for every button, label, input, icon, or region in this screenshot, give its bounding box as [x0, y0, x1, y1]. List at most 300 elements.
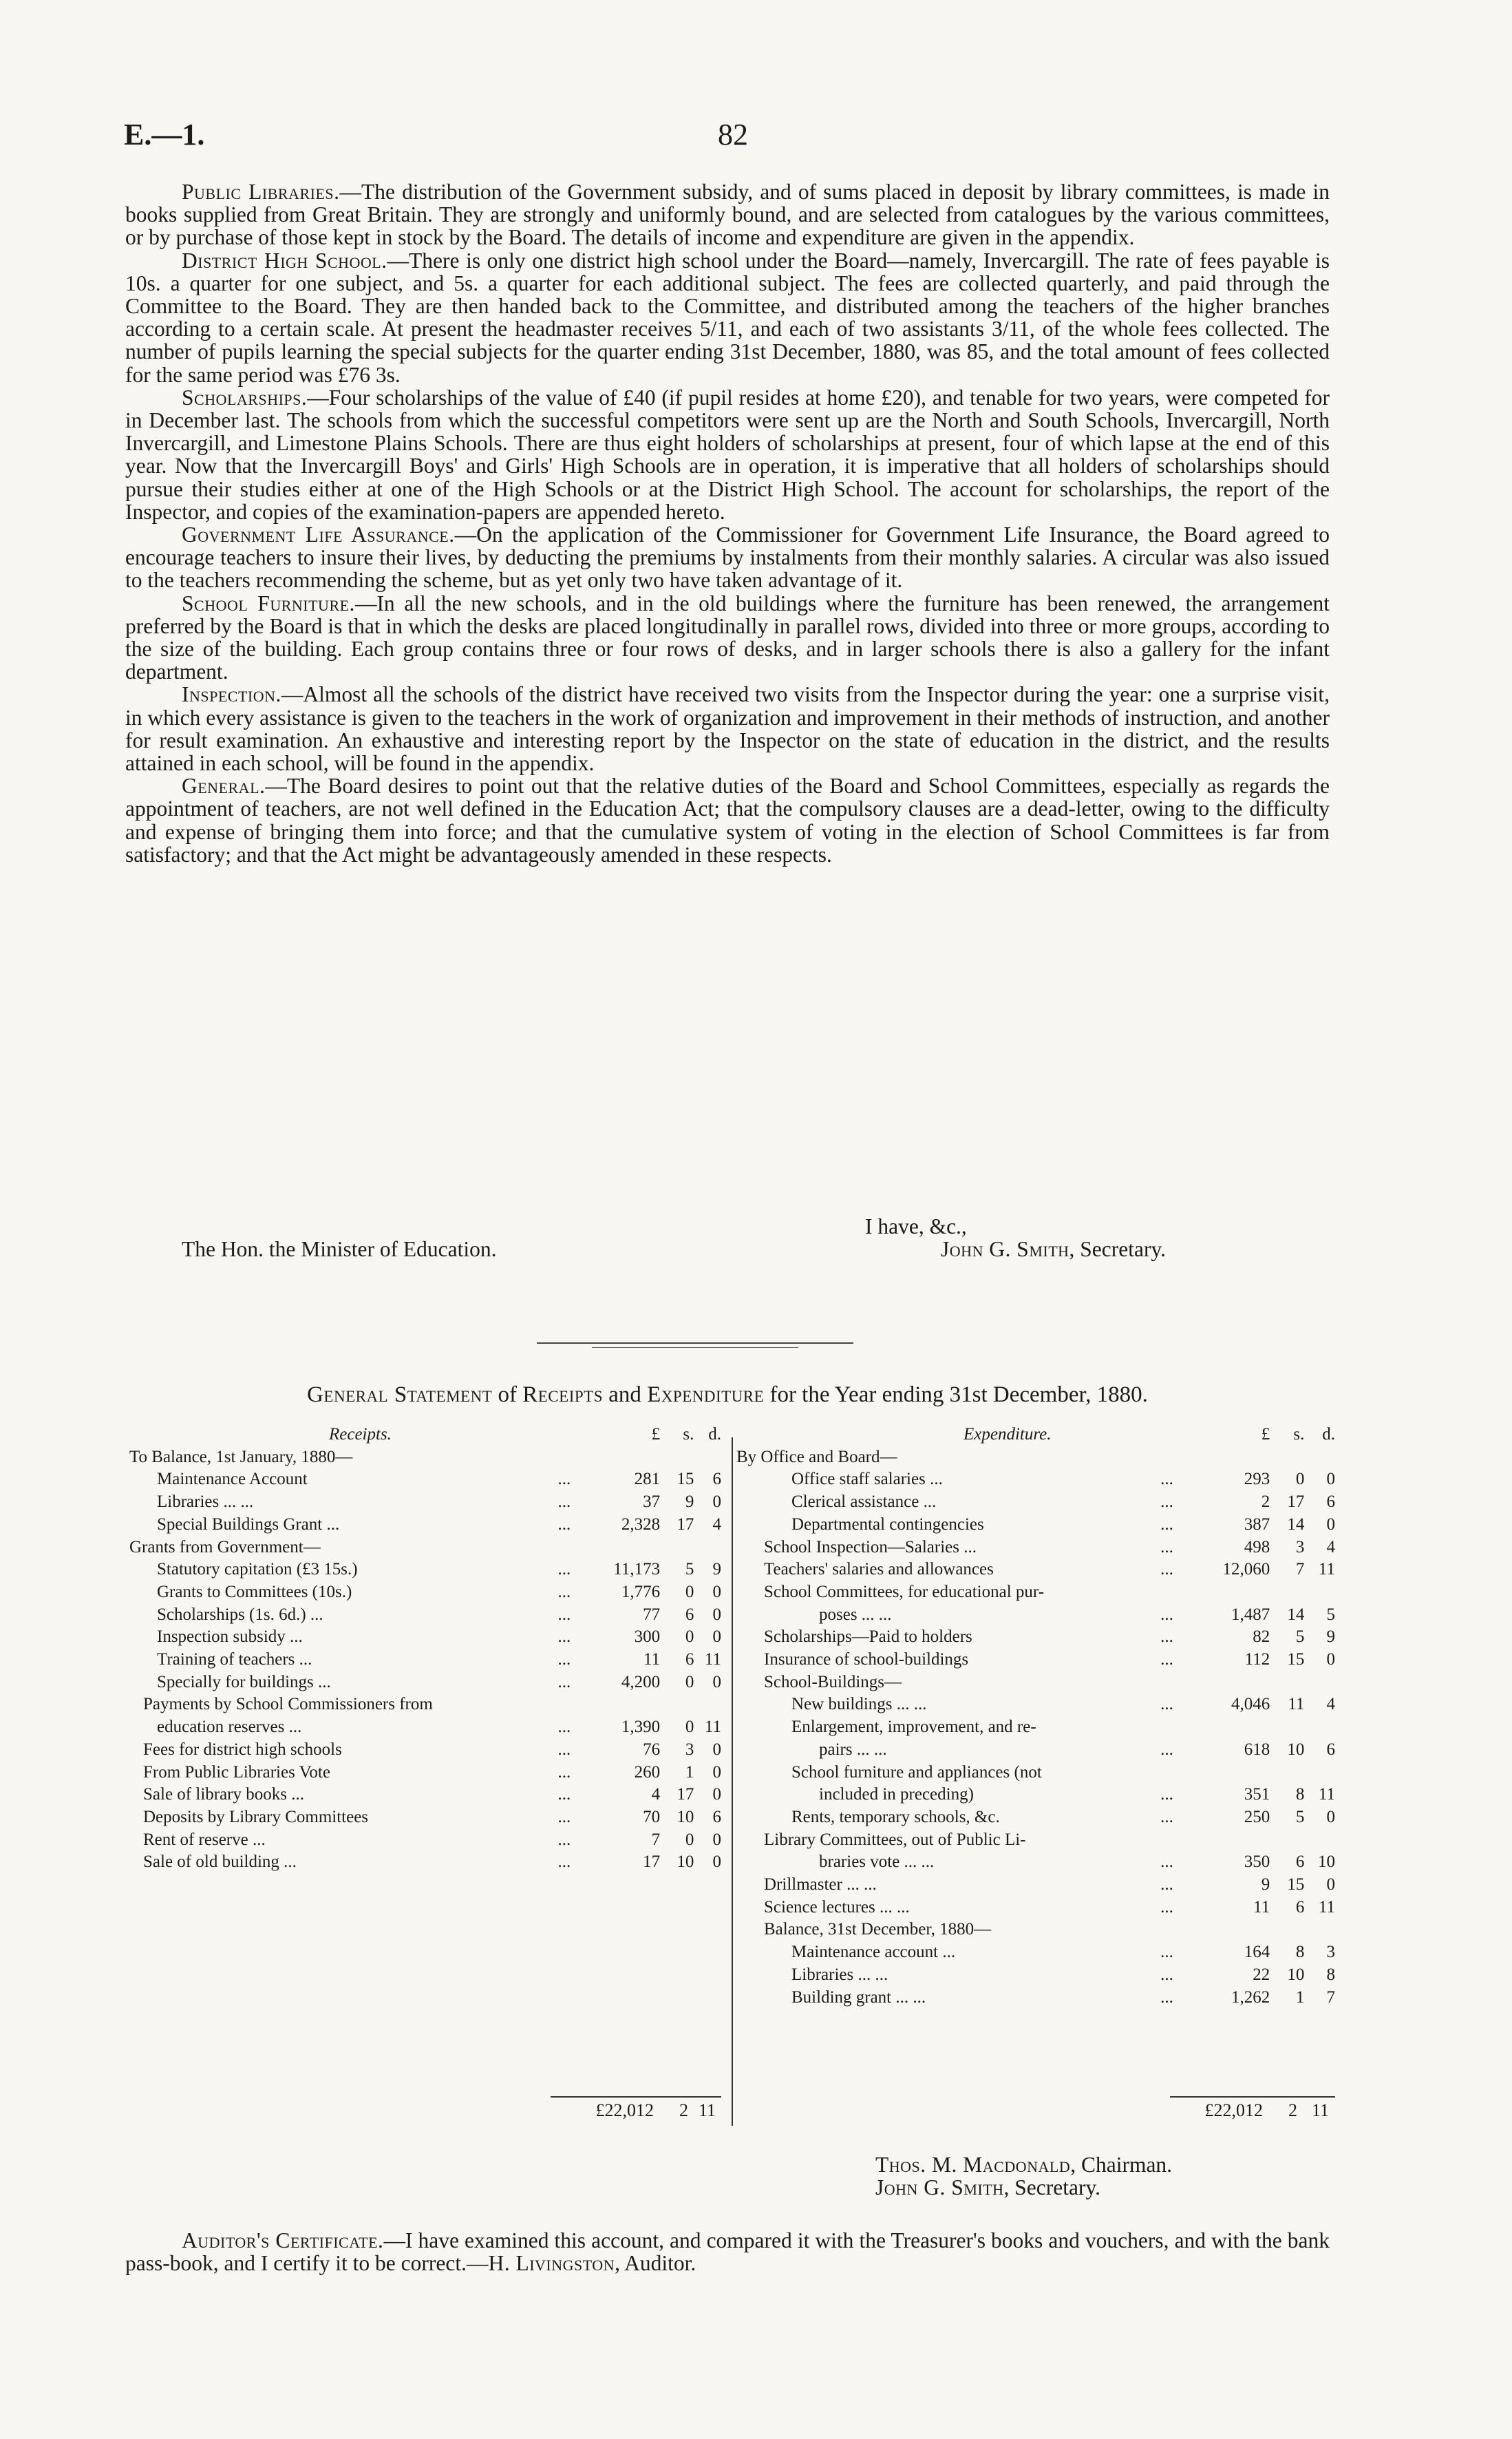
receipts-total-pounds: £22,012 [595, 2100, 654, 2120]
account-label: Scholarships—Paid to holders [764, 1627, 972, 1647]
leader-dots: ... [1160, 1492, 1173, 1512]
account-row [129, 1716, 721, 1739]
column-divider [732, 1437, 733, 2126]
amount-shillings: 11 [1288, 1695, 1305, 1714]
account-label: braries vote ... ... [819, 1852, 935, 1872]
amount-pounds [1196, 1762, 1270, 1784]
amount-shillings: 7 [1295, 1560, 1305, 1579]
account-row [736, 1671, 1335, 1694]
amount-shillings: 6 [685, 1605, 694, 1624]
account-row [736, 1851, 1335, 1874]
amount-pence: 4 [1326, 1537, 1335, 1556]
amount-pence: 11 [1318, 1897, 1335, 1917]
amount-pounds: 164 [1244, 1943, 1270, 1962]
account-row [129, 1537, 721, 1559]
amount-pence: 9 [1326, 1627, 1335, 1647]
amount-pounds [1196, 1446, 1270, 1469]
closing-line: I have, &c., [865, 1214, 967, 1238]
amount-pence: 9 [712, 1560, 721, 1579]
amount-pounds: 77 [643, 1605, 661, 1624]
amount-pounds: 82 [1253, 1627, 1270, 1647]
expenditure-total [1170, 2096, 1335, 2121]
account-label: Sale of library books ... [143, 1785, 304, 1804]
account-row [736, 1626, 1335, 1649]
account-label: School-Buildings— [764, 1672, 902, 1691]
leader-dots: ... [1160, 1897, 1173, 1917]
amount-pence: 0 [712, 1582, 721, 1601]
leader-dots: ... [557, 1514, 571, 1534]
signoff-block [125, 1215, 1330, 1261]
amount-pence: 0 [712, 1830, 721, 1849]
account-label: Maintenance account ... [791, 1943, 956, 1962]
col-pence: d. [1322, 1425, 1335, 1444]
amount-shillings: 5 [1295, 1807, 1305, 1826]
account-row [736, 1604, 1335, 1627]
account-label: included in preceding) [819, 1785, 974, 1804]
account-label: Office staff salaries ... [791, 1470, 943, 1489]
leader-dots [534, 1537, 595, 1559]
amount-pounds: 11,173 [613, 1560, 661, 1579]
leader-dots: ... [1160, 1785, 1173, 1804]
amount-pence: 0 [1326, 1875, 1335, 1894]
amount-pounds: 17 [643, 1852, 661, 1872]
leader-dots: ... [1160, 1650, 1173, 1669]
amount-pence: 0 [712, 1605, 721, 1624]
amount-shillings [1270, 1762, 1304, 1784]
account-row [736, 1987, 1335, 2009]
amount-pounds: 281 [634, 1470, 661, 1489]
amount-shillings: 5 [1295, 1627, 1305, 1647]
amount-pounds: 1,776 [621, 1582, 661, 1601]
account-row [736, 1514, 1335, 1537]
leader-dots: ... [557, 1830, 571, 1849]
account-label: New buildings ... ... [791, 1695, 927, 1714]
leader-dots: ... [557, 1807, 571, 1826]
amount-pence: 0 [712, 1785, 721, 1804]
account-label: Balance, 31st December, 1880— [764, 1920, 992, 1939]
paragraph [125, 683, 1330, 774]
amount-shillings: 6 [1295, 1897, 1305, 1917]
account-row [736, 1964, 1335, 1987]
amount-pence [694, 1537, 721, 1559]
amount-shillings: 15 [1287, 1875, 1305, 1894]
account-label: Science lectures ... ... [764, 1897, 910, 1917]
amount-pence: 3 [1326, 1943, 1335, 1962]
amount-pence: 11 [1318, 1560, 1335, 1579]
amount-shillings: 0 [685, 1830, 694, 1849]
amount-pence: 4 [712, 1514, 721, 1534]
amount-pence [1304, 1919, 1335, 1941]
amount-shillings: 0 [685, 1672, 694, 1691]
account-row [736, 1716, 1335, 1739]
account-label: Sale of old building ... [143, 1852, 297, 1872]
amount-pence: 6 [712, 1807, 721, 1826]
amount-pounds: 11 [1253, 1897, 1270, 1917]
paragraph [125, 249, 1330, 386]
expenditure-heading: Expenditure. [963, 1425, 1052, 1444]
account-label: Grants to Committees (10s.) [157, 1582, 352, 1601]
amount-pounds: 498 [1244, 1537, 1270, 1556]
amount-shillings: 8 [1295, 1785, 1305, 1804]
amount-pounds [1196, 1581, 1270, 1604]
amount-shillings: 8 [1295, 1943, 1305, 1962]
amount-shillings [1270, 1829, 1304, 1852]
leader-dots: ... [1160, 1875, 1173, 1894]
amount-pence: 0 [712, 1852, 721, 1872]
report-code: E.—1. [124, 118, 205, 151]
amount-pounds: 70 [643, 1807, 661, 1826]
amount-shillings [1270, 1716, 1304, 1739]
amount-pounds: 76 [643, 1740, 661, 1759]
amount-pounds: 11 [643, 1650, 661, 1669]
account-label: Statutory capitation (£3 15s.) [157, 1560, 358, 1579]
account-row [736, 1806, 1335, 1829]
leader-dots: ... [557, 1718, 571, 1737]
amount-shillings: 3 [1295, 1537, 1305, 1556]
leader-dots [1138, 1446, 1196, 1469]
account-label: Libraries ... ... [791, 1965, 888, 1984]
account-row [129, 1514, 721, 1537]
amount-pounds: 112 [1244, 1650, 1270, 1669]
leader-dots [534, 1446, 595, 1469]
amount-shillings: 14 [1287, 1605, 1305, 1624]
amount-pounds: 260 [634, 1762, 661, 1782]
amount-pounds: 1,487 [1231, 1605, 1270, 1624]
amount-shillings: 10 [677, 1807, 694, 1826]
secretary-title: , Secretary. [1003, 2175, 1101, 2200]
amount-shillings: 10 [1287, 1965, 1305, 1984]
amount-shillings: 0 [1295, 1470, 1305, 1489]
amount-pounds: 37 [643, 1492, 661, 1512]
account-row [736, 1874, 1335, 1897]
receipts-total-shillings: 2 [679, 2100, 688, 2120]
page-number: 82 [718, 118, 748, 151]
leader-dots: ... [557, 1672, 571, 1691]
leader-dots [1138, 1829, 1196, 1852]
account-label: Libraries ... ... [157, 1492, 254, 1512]
amount-pounds [1196, 1919, 1270, 1941]
signer-title: , Secretary. [1069, 1237, 1167, 1262]
leader-dots: ... [557, 1582, 571, 1601]
paragraph-heading: Public Libraries. [182, 180, 340, 204]
amount-pounds [1196, 1671, 1270, 1694]
col-pounds: £ [651, 1425, 661, 1444]
amount-pence: 6 [712, 1470, 721, 1489]
amount-pounds [595, 1693, 660, 1716]
account-row [129, 1604, 721, 1627]
account-label: Specially for buildings ... [157, 1672, 331, 1691]
amount-shillings: 1 [1295, 1987, 1305, 2007]
section-divider [537, 1342, 853, 1344]
amount-pence: 0 [1326, 1470, 1335, 1489]
amount-shillings: 17 [677, 1785, 694, 1804]
leader-dots: ... [557, 1492, 571, 1512]
amount-pounds [595, 1537, 660, 1559]
paragraph-text: —There is only one district high school under the Board—namely, Invercargill. The rate of fees payable is 10s. a quarter for one subject, and 5s. a quarter for each additional subject. The fees are collected quarterly, and paid through the Committee to the Board. They are then handed back to the Committee, and distributed among the teachers of the higher branches according to a certain scale. At present the headmaster receives 5/11, and each of two assistants 3/11, of the whole fees collected. The number of pupils learning the special subjects for the quarter ending 31st December, 1880, was 85, and the total amount of fees collected for the same period was £76 3s. [125, 248, 1330, 387]
receipts-total [551, 2096, 721, 2121]
account-label: education reserves ... [157, 1718, 302, 1737]
amount-shillings: 1 [685, 1762, 694, 1782]
account-row [736, 1581, 1335, 1604]
expenditure-total-pence: 11 [1311, 2100, 1329, 2120]
col-pounds: £ [1261, 1425, 1270, 1444]
account-row [736, 1897, 1335, 1919]
amount-shillings: 17 [1287, 1492, 1305, 1512]
paragraph-text: —The distribution of the Government subsidy, and of sums placed in deposit by library committees, is made in books supplied from Great Britain. They are strongly and uniformly bound, and are selected from catalogues by the various committees, or by purchase of those kept in stock by the Board. The details of income and expenditure are given in the appendix. [125, 180, 1330, 250]
receipts-total-pence: 11 [698, 2100, 716, 2120]
amount-pounds: 387 [1244, 1514, 1270, 1534]
paragraph-heading: General. [182, 774, 266, 799]
leader-dots: ... [1160, 1627, 1173, 1647]
account-label: Special Buildings Grant ... [157, 1514, 340, 1534]
paragraph-heading: School Furniture. [182, 591, 355, 615]
leader-dots: ... [1160, 1740, 1173, 1759]
auditor-suffix: , Auditor. [615, 2251, 696, 2276]
col-shillings: s. [1293, 1425, 1305, 1444]
leader-dots [1138, 1581, 1196, 1604]
expenditure-total-shillings: 2 [1288, 2100, 1297, 2120]
amount-shillings: 0 [685, 1718, 694, 1737]
account-row [129, 1851, 721, 1874]
account-row [736, 1919, 1335, 1941]
account-row [129, 1829, 721, 1852]
auditor-heading: Auditor's Certificate. [182, 2228, 384, 2252]
paragraph-heading: Inspection. [182, 682, 281, 707]
leader-dots: ... [557, 1470, 571, 1489]
amount-shillings [660, 1693, 694, 1716]
amount-pounds [1196, 1716, 1270, 1739]
amount-shillings [1270, 1671, 1304, 1694]
amount-pence: 0 [712, 1762, 721, 1782]
paragraph [125, 774, 1330, 866]
account-row [736, 1649, 1335, 1671]
auditor-name: H. Livingston [488, 2251, 615, 2276]
leader-dots: ... [557, 1560, 571, 1579]
amount-pence: 0 [712, 1492, 721, 1512]
paragraph-heading: Scholarships. [182, 385, 308, 410]
account-label: Payments by School Commissioners from [143, 1695, 433, 1714]
leader-dots: ... [557, 1785, 571, 1804]
amount-pounds: 12,060 [1222, 1560, 1270, 1579]
amount-pounds [1196, 1829, 1270, 1852]
account-label: School furniture and appliances (not [791, 1762, 1042, 1782]
paragraph-text: —Almost all the schools of the district have received two visits from the Inspector during the year: one a surprise visit, in which every assistance is given to the teachers in the work of organization and improvement in their methods of instruction, and another for result examination. An exhaustive and interesting report by the Inspector on the state of education in the district, and the results attained in each school, will be found in the appendix. [125, 682, 1330, 776]
account-row [129, 1446, 721, 1469]
account-label: Deposits by Library Committees [143, 1807, 369, 1826]
page-header [117, 117, 1349, 158]
account-label: From Public Libraries Vote [143, 1762, 330, 1782]
amount-pounds: 2 [1261, 1492, 1270, 1512]
amount-pounds: 22 [1253, 1965, 1270, 1984]
account-label: Departmental contingencies [791, 1514, 984, 1534]
account-row [736, 1784, 1335, 1806]
account-row [129, 1491, 721, 1514]
leader-dots: ... [557, 1852, 571, 1872]
addressee: The Hon. the Minister of Education. [182, 1237, 497, 1262]
auditor-certificate [125, 2229, 1330, 2274]
leader-dots [1138, 1716, 1196, 1739]
paragraph-heading: District High School. [182, 248, 387, 273]
title-part-general: General Statement [307, 1382, 493, 1407]
account-row [129, 1559, 721, 1581]
leader-dots: ... [1160, 1965, 1173, 1984]
account-row [129, 1762, 721, 1784]
amount-shillings: 10 [1287, 1740, 1305, 1759]
chairman-title: , Chairman. [1070, 2153, 1173, 2177]
amount-pence: 0 [712, 1740, 721, 1759]
account-row [736, 1739, 1335, 1762]
amount-pence: 0 [712, 1627, 721, 1647]
title-part-of: of [492, 1382, 523, 1407]
amount-pence: 11 [704, 1718, 721, 1737]
leader-dots: ... [557, 1627, 571, 1647]
account-label: Maintenance Account [157, 1470, 308, 1489]
amount-shillings: 17 [677, 1514, 694, 1534]
amount-shillings: 0 [685, 1582, 694, 1601]
section-divider-short [592, 1347, 798, 1348]
amount-pounds [595, 1446, 660, 1469]
account-label: Teachers' salaries and allowances [764, 1560, 994, 1579]
account-row [736, 1829, 1335, 1852]
col-shillings: s. [683, 1425, 694, 1444]
account-label: School Committees, for educational pur- [764, 1582, 1045, 1601]
amount-shillings: 10 [677, 1852, 694, 1872]
account-row [736, 1559, 1335, 1581]
amount-pounds: 1,390 [621, 1718, 661, 1737]
amount-pence: 0 [1326, 1514, 1335, 1534]
report-body [125, 180, 1330, 866]
amount-pounds: 4 [651, 1785, 661, 1804]
amount-pounds: 618 [1244, 1740, 1270, 1759]
account-row [129, 1693, 721, 1716]
account-label: Building grant ... ... [791, 1987, 926, 2007]
account-row [129, 1626, 721, 1649]
account-row [129, 1581, 721, 1604]
amount-pounds: 293 [1244, 1470, 1270, 1489]
account-label: Fees for district high schools [143, 1740, 342, 1759]
leader-dots [1138, 1919, 1196, 1941]
paragraph [125, 180, 1330, 249]
amount-pence: 6 [1326, 1740, 1335, 1759]
leader-dots: ... [1160, 1695, 1173, 1714]
amount-pence [1304, 1829, 1335, 1852]
account-label: To Balance, 1st January, 1880— [129, 1447, 353, 1466]
amount-pounds: 9 [1261, 1875, 1270, 1894]
amount-pence [694, 1693, 721, 1716]
col-pence: d. [708, 1425, 721, 1444]
amount-pounds: 4,200 [621, 1672, 661, 1691]
title-part-period: for the Year ending 31st December, 1880. [764, 1382, 1148, 1407]
amount-pence [1304, 1762, 1335, 1784]
amount-shillings: 3 [685, 1740, 694, 1759]
title-part-expenditure: Expenditure [647, 1382, 765, 1407]
amount-shillings: 14 [1287, 1514, 1305, 1534]
account-label: Rents, temporary schools, &c. [791, 1807, 1000, 1826]
secretary-name: John G. Smith [875, 2175, 1004, 2200]
account-label: Insurance of school-buildings [764, 1650, 969, 1669]
account-label: Clerical assistance ... [791, 1492, 937, 1512]
amount-pence: 5 [1326, 1605, 1335, 1624]
amount-pence: 0 [1326, 1807, 1335, 1826]
leader-dots: ... [1160, 1943, 1173, 1962]
account-label: Training of teachers ... [157, 1650, 312, 1669]
leader-dots [1138, 1671, 1196, 1694]
title-part-receipts: Receipts [522, 1382, 603, 1407]
chairman-name: Thos. M. Macdonald [875, 2153, 1071, 2177]
auditor-text: —I have examined this account, and compared it with the Treasurer's books and vouchers, and with the bank pass-book, and I certify it to be correct.— [125, 2228, 1330, 2276]
expenditure-total-pounds: £22,012 [1204, 2100, 1263, 2120]
amount-pounds: 4,046 [1231, 1695, 1270, 1714]
paragraph-text: —In all the new schools, and in the old buildings where the furniture has been renewed, the arrangement preferred by the Board is that in which the desks are placed longitudinally in parallel rows, divided into three or more groups, according to the size of the building. Each group contains three or four rows of desks, and in larger schools there is also a gallery for the infant department. [125, 591, 1330, 684]
expenditure-table [736, 1424, 1335, 2009]
amount-shillings [1270, 1446, 1304, 1469]
leader-dots: ... [1160, 1560, 1173, 1579]
amount-pounds: 350 [1244, 1852, 1270, 1872]
account-label: Library Committees, out of Public Li- [764, 1830, 1026, 1849]
account-row [736, 1941, 1335, 1964]
account-label: poses ... ... [819, 1605, 892, 1624]
amount-pence: 6 [1326, 1492, 1335, 1512]
leader-dots: ... [1160, 1605, 1173, 1624]
amount-shillings [1270, 1919, 1304, 1941]
leader-dots: ... [557, 1740, 571, 1759]
leader-dots: ... [1160, 1852, 1173, 1872]
amount-pence: 10 [1318, 1852, 1335, 1872]
amount-shillings: 6 [685, 1650, 694, 1669]
account-row [736, 1491, 1335, 1514]
amount-pence: 8 [1326, 1965, 1335, 1984]
account-row [736, 1762, 1335, 1784]
amount-pence: 11 [1318, 1785, 1335, 1804]
amount-pence: 0 [712, 1672, 721, 1691]
paragraph-text: —Four scholarships of the value of £40 (if pupil resides at home £20), and tenable for two years, were competed for in December last. The schools from which the successful competitors were sent up are the North and South Schools, Invercargill, North Invercargill, and Limestone Plains Schools. There are thus eight holders of scholarships at present, four of which lapse at the end of this year. Now that the Invercargill Boys' and Girls' High Schools are in operation, it is imperative that all holders of scholarships should pursue their studies either at one of the High Schools or at the District High School. The account for scholarships, the report of the Inspector, and copies of the examination-papers are appended hereto. [125, 385, 1330, 524]
account-label: Scholarships (1s. 6d.) ... [157, 1605, 323, 1624]
account-row [736, 1446, 1335, 1469]
leader-dots [1138, 1762, 1196, 1784]
amount-pence: 11 [704, 1650, 721, 1669]
amount-pounds: 351 [1244, 1785, 1270, 1804]
leader-dots: ... [1160, 1537, 1173, 1556]
leader-dots: ... [1160, 1514, 1173, 1534]
receipts-table [129, 1424, 721, 1874]
amount-shillings: 6 [1295, 1852, 1305, 1872]
receipts-heading: Receipts. [329, 1425, 392, 1444]
account-label: Inspection subsidy ... [157, 1627, 303, 1647]
account-row [129, 1649, 721, 1671]
statement-signatures [125, 2153, 1330, 2199]
leader-dots: ... [1160, 1470, 1173, 1489]
account-label: School Inspection—Salaries ... [764, 1537, 977, 1556]
account-label: Enlargement, improvement, and re- [791, 1718, 1036, 1737]
account-row [129, 1671, 721, 1694]
amount-pence [1304, 1716, 1335, 1739]
account-row [736, 1537, 1335, 1559]
paragraph-text: —On the application of the Commissioner for Government Life Insurance, the Board agreed to encourage teachers to insure their lives, by deducting the premiums by instalments from their monthly salaries. A circular was also issued to the teachers recommending the scheme, but as yet only two have taken advantage of it. [125, 522, 1330, 593]
account-label: By Office and Board— [736, 1447, 897, 1466]
amount-pounds: 300 [634, 1627, 661, 1647]
account-label: Grants from Government— [129, 1537, 321, 1556]
account-row [129, 1739, 721, 1762]
paragraph [125, 592, 1330, 684]
paragraph [125, 523, 1330, 592]
account-label: Drillmaster ... ... [764, 1875, 877, 1894]
account-row [736, 1693, 1335, 1716]
statement-title [125, 1382, 1330, 1408]
amount-pounds: 2,328 [621, 1514, 661, 1534]
amount-pence [694, 1446, 721, 1469]
paragraph-heading: Government Life Assurance. [182, 522, 455, 547]
amount-shillings [1270, 1581, 1304, 1604]
